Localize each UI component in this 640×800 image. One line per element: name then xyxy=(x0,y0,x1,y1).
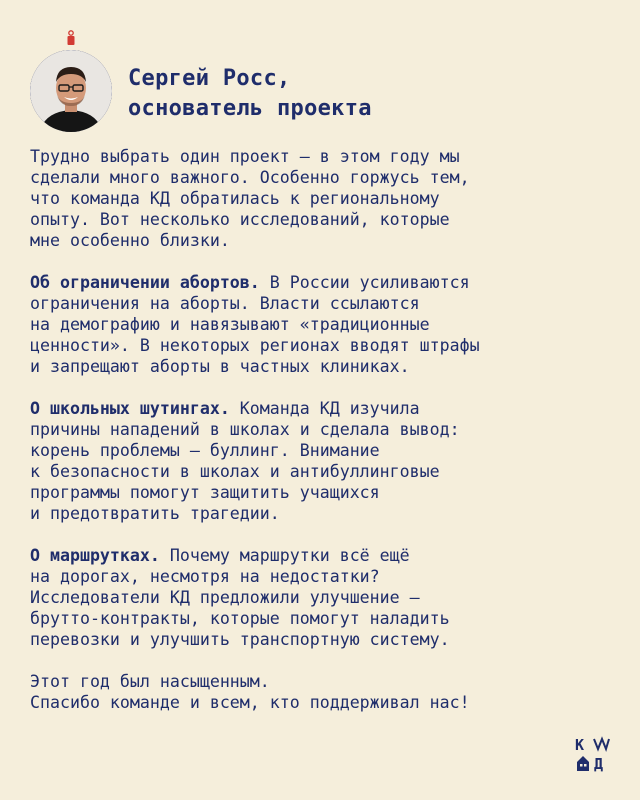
text-line: Спасибо команде и всем, кто поддерживал нас! xyxy=(30,693,470,712)
text-line: и запрещают аборты в частных клиниках. xyxy=(30,357,410,376)
text-line: мне особенно близки. xyxy=(30,231,230,250)
text-line: В России усиливаются xyxy=(259,273,470,292)
text-line: Трудно выбрать один проект — в этом году мы xyxy=(30,147,460,166)
text-line: перевозки и улучшить транспортную систему. xyxy=(30,630,450,649)
ornament-cap-icon xyxy=(67,30,75,44)
text-line: ограничения на аборты. Власти ссылаются xyxy=(30,294,420,313)
text-line: ценности». В некоторых регионах вводят штрафы xyxy=(30,336,480,355)
text-line: на дорогах, несмотря на недостатки? xyxy=(30,567,380,586)
speaker-name: Сергей Росс, xyxy=(128,66,291,91)
text-line: Почему маршрутки всё ещё xyxy=(159,546,410,565)
intro-paragraph xyxy=(30,146,620,251)
text-line: что команда КД обратилась к региональному xyxy=(30,189,440,208)
avatar xyxy=(30,50,112,132)
minibus-section xyxy=(30,545,620,650)
abortion-section xyxy=(30,272,620,377)
closing-paragraph xyxy=(30,671,620,713)
text-line: Команда КД изучила xyxy=(229,399,420,418)
speaker-header xyxy=(128,64,372,124)
text-line: причины нападений в школах и сделала вывод: xyxy=(30,420,460,439)
section-title: О маршрутках. xyxy=(30,546,160,565)
section-title: О школьных шутингах. xyxy=(30,399,230,418)
text-line: сделали много важного. Особенно горжусь тем, xyxy=(30,168,470,187)
text-line: на демографию и навязывают «традиционные xyxy=(30,315,430,334)
text-line: к безопасности в школах и антибуллинговые xyxy=(30,462,440,481)
text-line: корень проблемы — буллинг. Внимание xyxy=(30,441,380,460)
school-shootings-section xyxy=(30,398,620,524)
text-line: Исследователи КД предложили улучшение — xyxy=(30,588,420,607)
kd-logo xyxy=(574,735,612,773)
text-line: опыту. Вот несколько исследований, которые xyxy=(30,210,450,229)
text-line: брутто-контракты, которые помогут наладить xyxy=(30,609,450,628)
text-line: и предотвратить трагедии. xyxy=(30,504,280,523)
logo-letter-d: Д xyxy=(594,755,604,773)
logo-letter-k: К xyxy=(575,736,585,754)
quote-body xyxy=(30,146,620,734)
text-line: программы помогут защитить учащихся xyxy=(30,483,380,502)
text-line: Этот год был насыщенным. xyxy=(30,672,270,691)
portrait-photo xyxy=(30,50,112,132)
section-title: Об ограничении абортов. xyxy=(30,273,260,292)
speaker-role: основатель проекта xyxy=(128,96,372,121)
